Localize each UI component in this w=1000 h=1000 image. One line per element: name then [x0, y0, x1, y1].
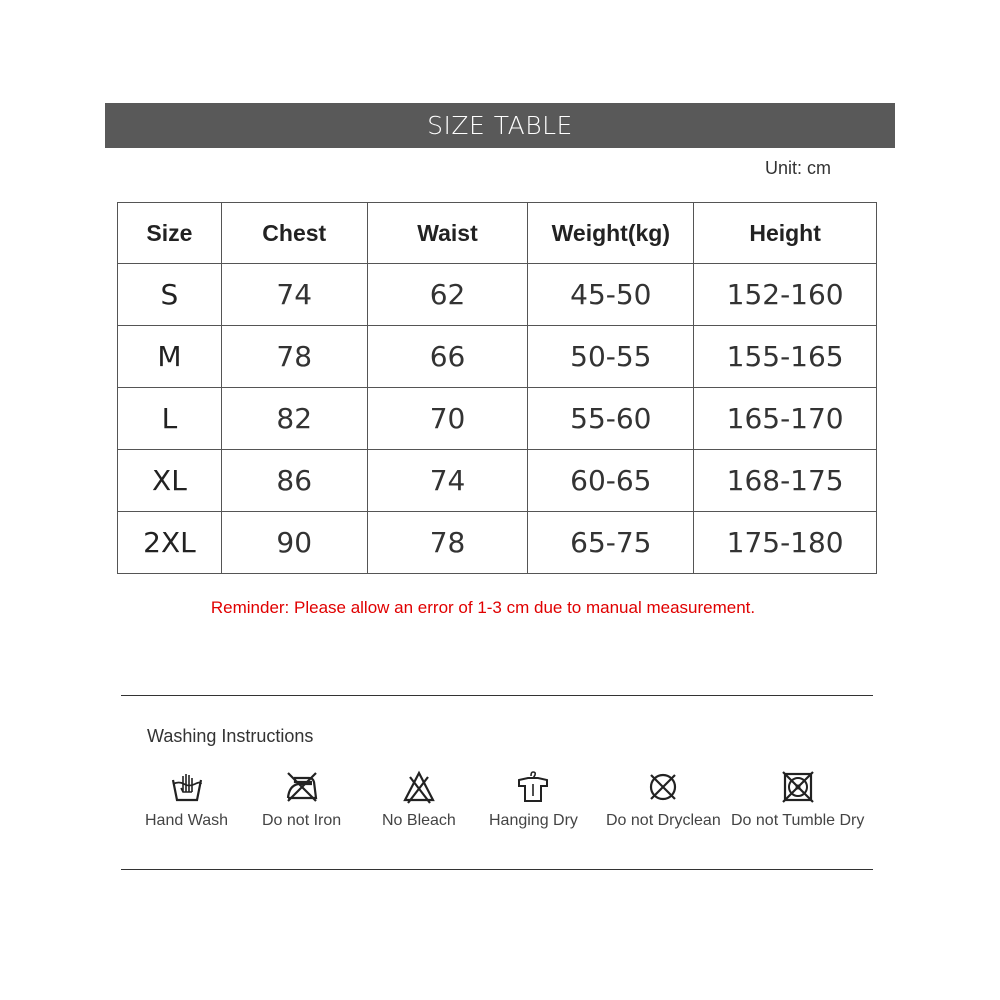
unit-label: Unit: cm: [765, 158, 832, 178]
height-cell: 152-160: [694, 264, 877, 326]
chest-cell: 90: [221, 512, 367, 574]
size-cell: L: [118, 388, 222, 450]
chest-cell: 74: [221, 264, 367, 326]
chest-cell: 82: [221, 388, 367, 450]
table-row: [118, 326, 877, 388]
weight-cell: 55-60: [528, 388, 694, 450]
wash-item-do-not-iron: [262, 770, 341, 830]
weight-cell: 65-75: [528, 512, 694, 574]
waist-cell: 78: [367, 512, 528, 574]
wash-item-do-not-dryclean: [606, 770, 721, 830]
do-not-dryclean-icon: [646, 770, 680, 804]
page-title-banner: [105, 103, 895, 148]
hand-wash-icon: [170, 770, 204, 804]
size-cell: XL: [118, 450, 222, 512]
wash-label: No Bleach: [382, 812, 456, 829]
wash-label: Hanging Dry: [489, 812, 578, 829]
weight-cell: 50-55: [528, 326, 694, 388]
column-header-size: Size: [118, 203, 222, 264]
page-title: SIZE TABLE: [427, 111, 573, 140]
measurement-reminder: Reminder: Please allow an error of 1-3 cm due to manual measurement.: [210, 598, 756, 617]
waist-cell: 62: [367, 264, 528, 326]
do-not-iron-icon: [284, 770, 320, 804]
hanging-dry-icon: [515, 770, 551, 804]
size-cell: S: [118, 264, 222, 326]
height-cell: 155-165: [694, 326, 877, 388]
washing-instructions-title: Washing Instructions: [147, 726, 314, 746]
no-bleach-icon: [402, 770, 436, 804]
divider-top: [121, 695, 873, 696]
wash-item-hanging-dry: [489, 770, 578, 830]
wash-label: Do not Tumble Dry: [731, 812, 865, 829]
table-row: [118, 388, 877, 450]
wash-item-do-not-tumble-dry: [731, 770, 864, 830]
height-cell: 175-180: [694, 512, 877, 574]
divider-bottom: [121, 869, 873, 870]
size-cell: M: [118, 326, 222, 388]
waist-cell: 70: [367, 388, 528, 450]
height-cell: 165-170: [694, 388, 877, 450]
waist-cell: 66: [367, 326, 528, 388]
wash-label: Hand Wash: [145, 812, 228, 829]
wash-label: Do not Dryclean: [606, 812, 721, 829]
table-header-row: [118, 203, 877, 264]
column-header-height: Height: [694, 203, 877, 264]
size-table: [117, 202, 877, 574]
column-header-chest: Chest: [221, 203, 367, 264]
size-cell: 2XL: [118, 512, 222, 574]
table-row: [118, 512, 877, 574]
table-row: [118, 264, 877, 326]
waist-cell: 74: [367, 450, 528, 512]
chest-cell: 78: [221, 326, 367, 388]
chest-cell: 86: [221, 450, 367, 512]
table-row: [118, 450, 877, 512]
wash-item-no-bleach: [382, 770, 456, 830]
wash-label: Do not Iron: [262, 812, 342, 829]
do-not-tumble-dry-icon: [781, 770, 815, 804]
wash-item-hand-wash: [145, 770, 228, 830]
weight-cell: 60-65: [528, 450, 694, 512]
height-cell: 168-175: [694, 450, 877, 512]
weight-cell: 45-50: [528, 264, 694, 326]
column-header-waist: Waist: [367, 203, 528, 264]
column-header-weight: Weight(kg): [528, 203, 694, 264]
